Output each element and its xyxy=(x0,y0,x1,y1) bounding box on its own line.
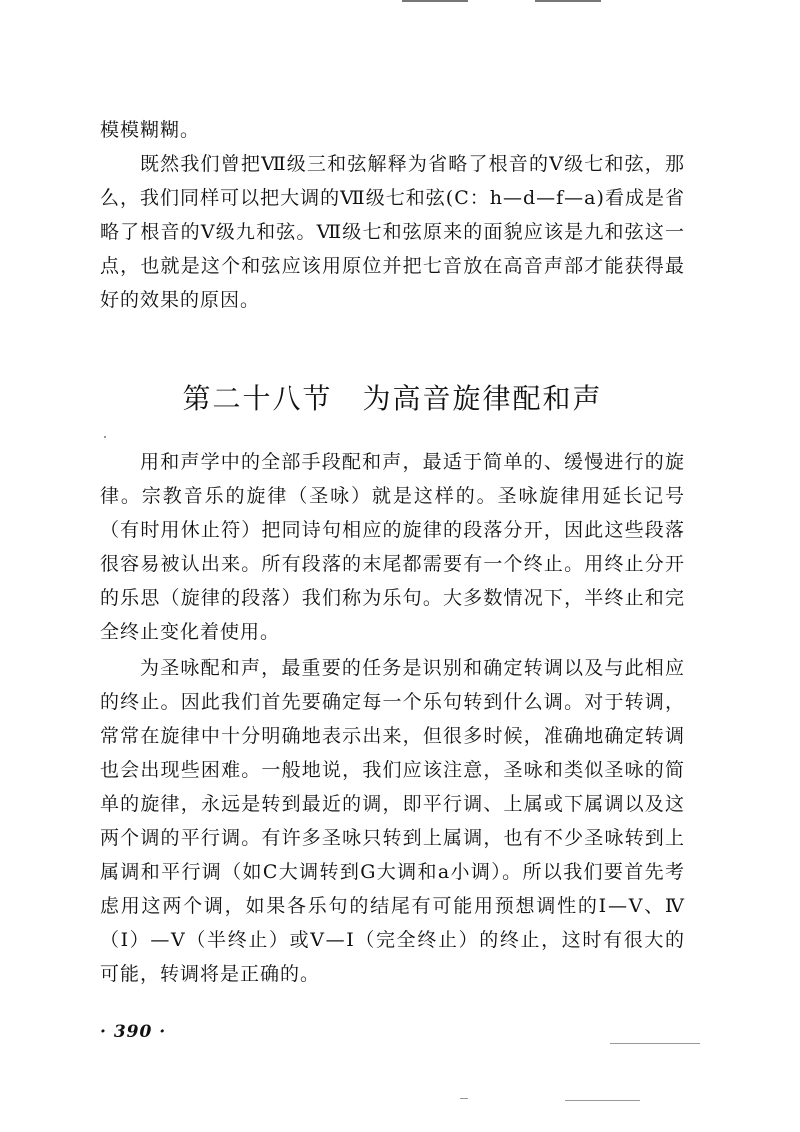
scan-speck xyxy=(565,1100,640,1101)
scan-top-rule-left xyxy=(402,0,468,2)
scan-speck xyxy=(460,1098,468,1099)
scan-top-rule-right xyxy=(535,0,601,2)
scan-speck xyxy=(610,1043,700,1044)
section-heading xyxy=(100,377,685,417)
section-number: 第二十八节 xyxy=(182,382,333,415)
page-number: · 390 · xyxy=(100,1022,167,1042)
section-title: 为高音旋律配和声 xyxy=(362,382,603,415)
continuation-text: 模模糊糊。 xyxy=(100,119,201,141)
paragraph-seventh-chord: 既然我们曾把Ⅶ级三和弦解释为省略了根音的Ⅴ级七和弦，那么，我们同样可以把大调的Ⅶ级七和弦(C：h—d—f—a)看成是省略了根音的Ⅴ级九和弦。Ⅶ级七和弦原来的面貌应该是九和弦这一点，也就是这个和弦应该用原位并把七音放在高音声部才能获得最好的效果的原因。 xyxy=(100,153,685,311)
paragraph-chorale-intro: 用和声学中的全部手段配和声，最适于简单的、缓慢进行的旋律。宗教音乐的旋律（圣咏）就是这样的。圣咏旋律用延长记号（有时用休止符）把同诗句相应的旋律的段落分开，因此这些段落很容易被认出来。所有段落的末尾都需要有一个终止。用终止分开的乐思（旋律的段落）我们称为乐句。大多数情况下，半终止和完全终止变化着使用。 xyxy=(100,451,685,643)
scan-speck xyxy=(104,436,106,438)
paragraph-modulation: 为圣咏配和声，最重要的任务是识别和确定转调以及与此相应的终止。因此我们首先要确定每一个乐句转到什么调。对于转调，常常在旋律中十分明确地表示出来，但很多时候，准确地确定转调也会出现些困难。一般地说，我们应该注意，圣咏和类似圣咏的简单的旋律，永远是转到最近的调，即平行调、上属或下属调以及这两个调的平行调。有许多圣咏只转到上属调，也有不少圣咏转到上属调和平行调（如C大调转到G大调和a小调）。所以我们要首先考虑用这两个调，如果各乐句的结尾有可能用预想调性的Ⅰ—Ⅴ、Ⅳ（Ⅰ）—Ⅴ（半终止）或Ⅴ—Ⅰ（完全终止）的终止，这时有很大的可能，转调将是正确的。 xyxy=(100,657,685,985)
